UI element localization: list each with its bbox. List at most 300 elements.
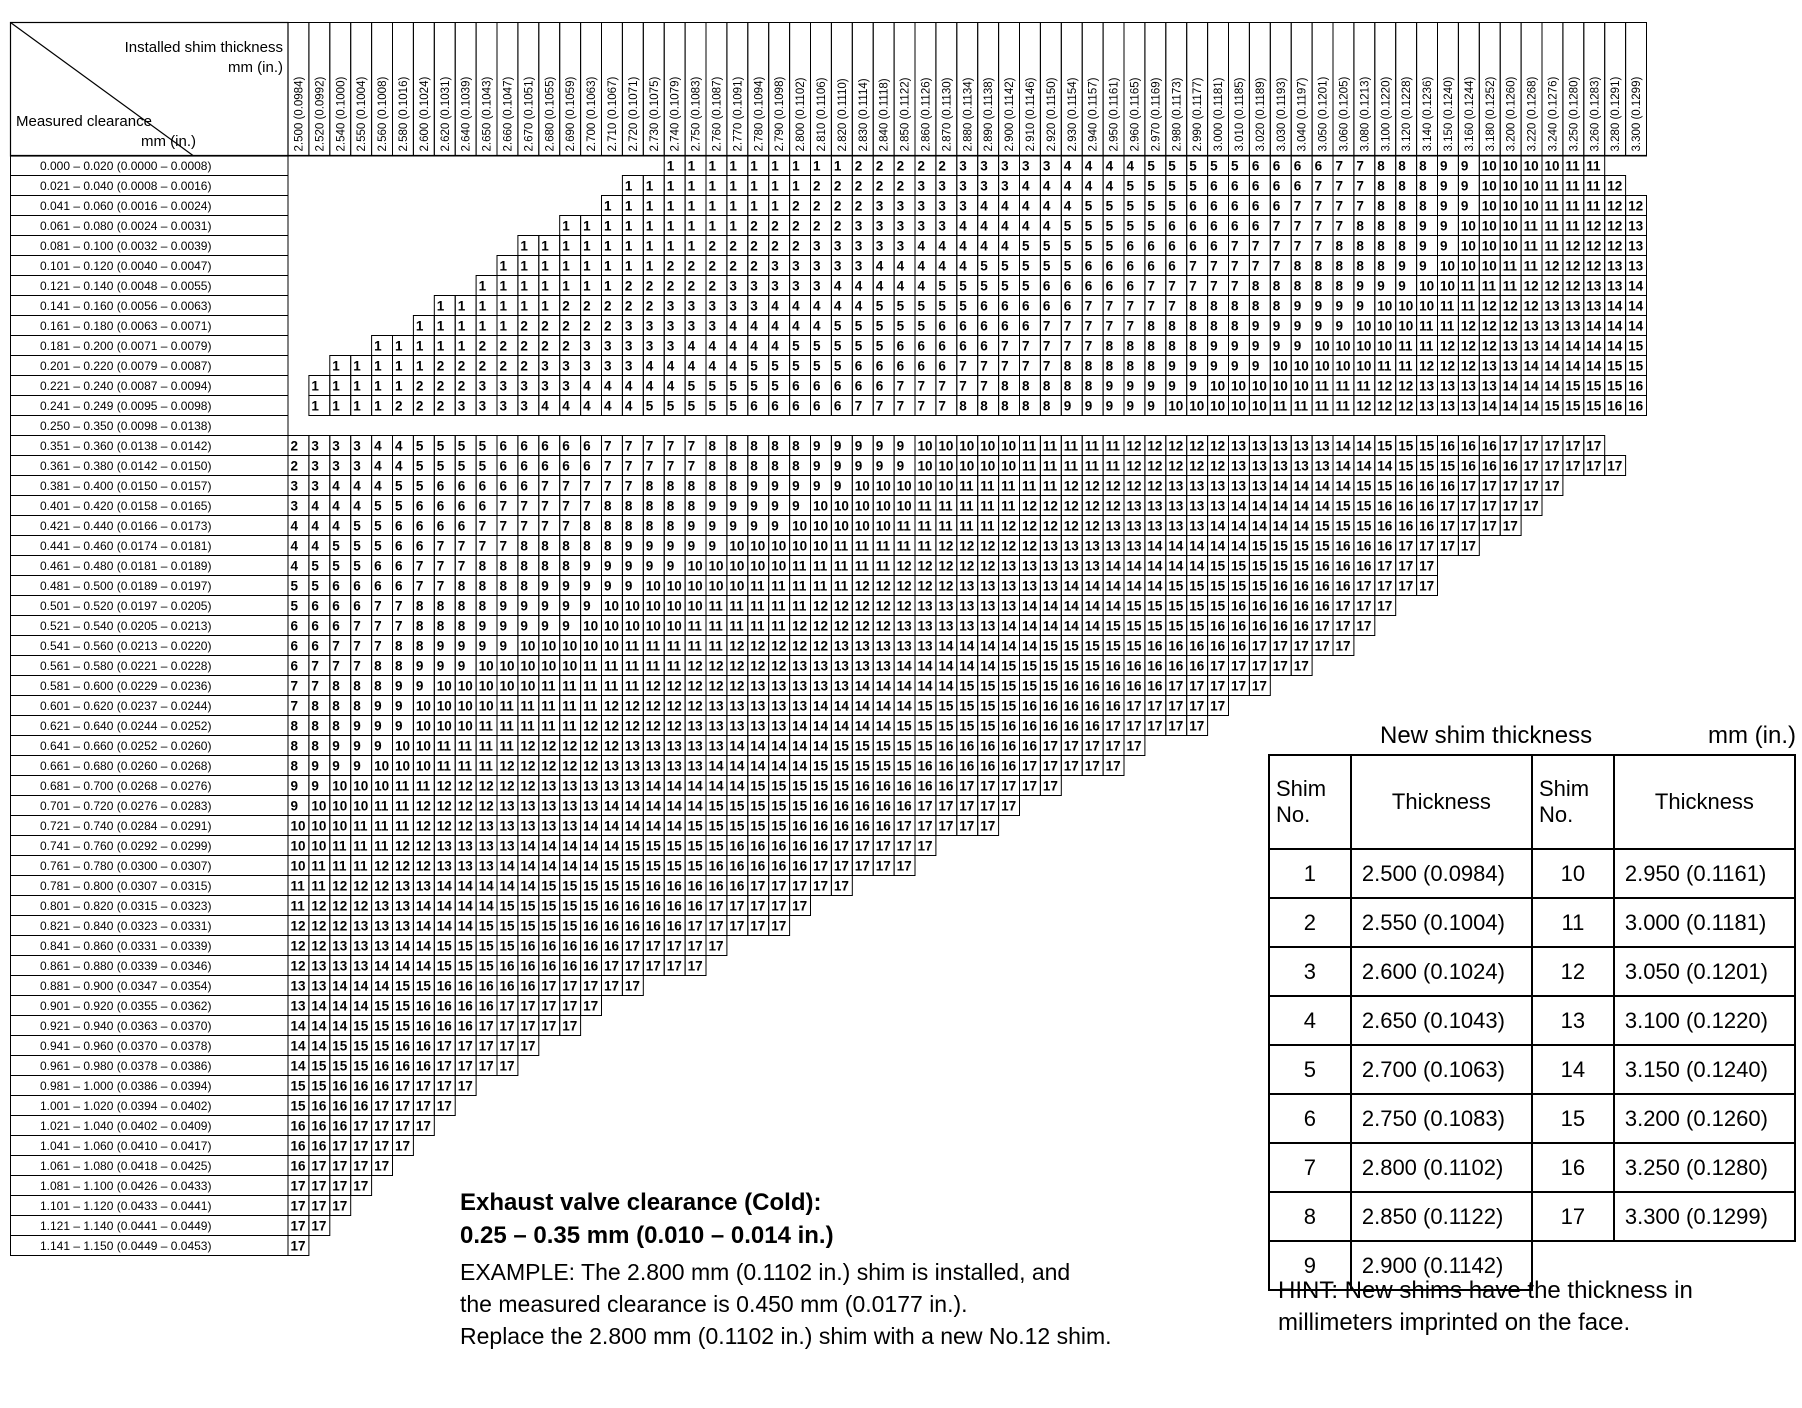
shim-number: 12 (687, 678, 703, 694)
shim-number: 17 (959, 798, 975, 814)
shim-number: 11 (624, 678, 640, 694)
shim-number: 13 (833, 638, 849, 654)
shim-number: 17 (1607, 458, 1623, 474)
shim-number: 6 (395, 538, 403, 554)
shim-number: 15 (1272, 538, 1288, 554)
shim-number: 1 (583, 258, 591, 274)
shim-number: 17 (457, 1058, 473, 1074)
shim-number: 17 (353, 1118, 369, 1134)
shim-number: 9 (750, 498, 758, 514)
shim-number: 15 (353, 1038, 369, 1054)
shim-number: 17 (1126, 698, 1142, 714)
shim-number: 3 (917, 218, 926, 234)
shim-number: 14 (1147, 578, 1163, 594)
shim-number: 15 (1042, 638, 1058, 654)
shim-number: 9 (896, 458, 905, 474)
shim-number: 7 (604, 458, 612, 474)
shim-number: 8 (290, 718, 299, 734)
shim-number: 10 (1335, 358, 1351, 374)
shim-number: 12 (1210, 458, 1226, 474)
shim-number: 10 (708, 558, 724, 574)
shim-number: 14 (332, 978, 348, 994)
shim-number: 6 (541, 458, 549, 474)
shim-number: 16 (1063, 718, 1079, 734)
shim-number: 16 (395, 1038, 411, 1054)
shim-number: 11 (1084, 458, 1099, 474)
row-label: 0.000 – 0.020 (0.0000 – 0.0008) (40, 159, 212, 173)
shim-number: 3 (813, 258, 821, 274)
shim-number: 9 (1147, 378, 1155, 394)
shim-number: 8 (395, 658, 403, 674)
shim-number: 16 (1042, 718, 1058, 734)
shim-number: 7 (687, 438, 696, 454)
shim-number: 2 (520, 318, 528, 334)
shim-number: 11 (1356, 378, 1371, 394)
shim-number: 1 (499, 258, 508, 274)
shim-number: 17 (854, 838, 870, 854)
shim-number: 5 (1042, 258, 1051, 274)
shim-number: 3 (771, 278, 779, 294)
shim-number: 9 (729, 518, 737, 534)
shim-number: 17 (1042, 738, 1058, 754)
shim-number: 9 (771, 518, 779, 534)
shim-number: 4 (708, 338, 717, 354)
shim-number: 16 (854, 778, 870, 794)
shim-number: 6 (1272, 178, 1281, 194)
shim-number: 16 (1398, 478, 1414, 494)
shim-number: 15 (353, 1058, 369, 1074)
shim-number: 13 (792, 658, 808, 674)
shim-number: 12 (415, 838, 431, 854)
shim-number: 16 (792, 818, 808, 834)
shim-number: 13 (562, 798, 578, 814)
shim-number: 17 (624, 958, 640, 974)
shim-number: 12 (896, 558, 912, 574)
shim-number: 12 (1440, 358, 1456, 374)
shim-number: 5 (1168, 158, 1176, 174)
shim-number: 15 (457, 958, 473, 974)
shim-number: 17 (583, 978, 599, 994)
shim-number: 5 (1063, 258, 1072, 274)
shim-number: 2 (436, 398, 445, 414)
shim-no-header: Shim No. (1269, 755, 1351, 849)
shim-number: 2 (792, 218, 800, 234)
shim-number: 2 (541, 338, 549, 354)
shim-number: 9 (771, 478, 779, 494)
shim-number: 12 (1481, 338, 1497, 354)
shim-number: 12 (311, 918, 327, 934)
shim-number: 16 (1293, 578, 1309, 594)
shim-number: 11 (980, 518, 995, 534)
shim-number: 15 (1356, 478, 1372, 494)
shim-number: 10 (750, 558, 766, 574)
shim-number: 14 (1272, 478, 1288, 494)
shim-number: 12 (541, 738, 557, 754)
shim-number: 10 (687, 558, 703, 574)
shim-number: 10 (875, 498, 891, 514)
shim-number: 14 (1335, 478, 1351, 494)
shim-number: 11 (1042, 478, 1058, 494)
measured-clearance-label: Measured clearance (16, 113, 152, 130)
shim-number: 15 (541, 918, 557, 934)
shim-number: 6 (938, 358, 946, 374)
shim-number: 10 (478, 678, 494, 694)
shim-number: 17 (1523, 478, 1539, 494)
shim-number: 4 (666, 358, 675, 374)
shim-number: 4 (1022, 218, 1030, 234)
shim-number: 13 (750, 698, 766, 714)
shim-number: 10 (854, 498, 870, 514)
shim-number: 13 (1084, 538, 1100, 554)
shim-number: 10 (875, 518, 891, 534)
shim-number: 9 (1210, 338, 1218, 354)
shim-number: 13 (666, 758, 682, 774)
shim-number: 6 (1251, 218, 1260, 234)
shim-number: 16 (1084, 678, 1100, 694)
shim-number: 16 (332, 1118, 348, 1134)
shim-number: 13 (374, 898, 390, 914)
shim-number: 4 (980, 198, 988, 214)
shim-number: 13 (708, 698, 724, 714)
shim-number: 17 (833, 858, 849, 874)
shim-number: 2 (771, 238, 779, 254)
shim-number: 2 (457, 358, 466, 374)
shim-number: 8 (687, 498, 696, 514)
shim-number: 17 (1544, 458, 1560, 474)
shim-number: 9 (1335, 298, 1344, 314)
shim-number: 6 (938, 318, 946, 334)
row-label: 0.921 – 0.940 (0.0363 – 0.0370) (40, 1019, 212, 1033)
shim-number: 12 (959, 538, 975, 554)
shim-number: 6 (1105, 278, 1114, 294)
shim-number: 12 (1440, 338, 1456, 354)
shim-number: 1 (666, 238, 675, 254)
shim-number: 3 (938, 198, 946, 214)
shim-number: 13 (1314, 458, 1330, 474)
thickness-header-2: Thickness (1614, 755, 1795, 849)
shim-number: 9 (708, 498, 717, 514)
shim-number: 6 (290, 638, 299, 654)
shim-number: 9 (562, 598, 570, 614)
shim-number: 3 (813, 238, 821, 254)
column-header-label: 2.970 (0.1169) (1150, 77, 1163, 152)
shim-number: 2 (583, 318, 591, 334)
shim-number: 10 (1481, 238, 1497, 254)
shim-number: 9 (541, 598, 549, 614)
shim-number: 15 (1356, 518, 1372, 534)
shim-number: 17 (1460, 538, 1476, 554)
shim-number: 16 (1105, 678, 1121, 694)
shim-number: 2 (436, 378, 445, 394)
shim-number: 13 (917, 618, 933, 634)
shim-number: 9 (687, 538, 696, 554)
shim-number: 13 (1210, 478, 1226, 494)
shim-number: 14 (938, 658, 954, 674)
shim-number: 16 (1398, 518, 1414, 534)
shim-number: 9 (1210, 358, 1218, 374)
shim-number: 15 (290, 1078, 306, 1094)
shim-number: 5 (854, 338, 863, 354)
shim-number: 16 (1607, 398, 1623, 414)
shim-number: 10 (457, 718, 473, 734)
shim-number: 5 (896, 318, 905, 334)
shim-number: 5 (1084, 238, 1093, 254)
shim-number: 4 (332, 478, 340, 494)
shim-number: 15 (729, 818, 745, 834)
column-header-label: 2.980 (0.1173) (1171, 77, 1184, 152)
shim-number: 12 (457, 818, 473, 834)
shim-number: 10 (1481, 198, 1497, 214)
shim-number: 7 (583, 498, 591, 514)
shim-number: 4 (729, 358, 737, 374)
shim-number: 7 (1001, 358, 1009, 374)
shim-number: 15 (457, 938, 473, 954)
shim-number: 12 (1168, 438, 1184, 454)
shim-number: 17 (1251, 638, 1267, 654)
shim-number: 8 (1314, 258, 1323, 274)
shim-number: 6 (1251, 158, 1260, 174)
shim-number: 9 (1335, 318, 1344, 334)
shim-number: 12 (478, 798, 494, 814)
shim-number: 5 (1022, 238, 1030, 254)
shim-number: 11 (332, 858, 347, 874)
shim-number: 3 (729, 278, 737, 294)
shim-number: 16 (938, 738, 954, 754)
column-header-label: 2.740 (0.1079) (669, 76, 682, 152)
shim-number: 8 (1398, 158, 1406, 174)
shim-number: 12 (645, 718, 661, 734)
shim-number: 16 (1419, 498, 1435, 514)
shim-number: 3 (520, 378, 528, 394)
shim-number: 17 (1314, 638, 1330, 654)
shim-number: 3 (750, 278, 758, 294)
shim-number: 15 (666, 858, 682, 874)
shim-number: 15 (1314, 518, 1330, 534)
shim-number: 3 (687, 298, 696, 314)
shim-number: 15 (520, 898, 536, 914)
shim-number: 12 (1460, 358, 1476, 374)
shim-number: 4 (813, 298, 821, 314)
shim-number: 16 (771, 838, 787, 854)
shim-number: 5 (980, 258, 988, 274)
shim-number: 10 (813, 498, 829, 514)
shim-number: 11 (917, 498, 932, 514)
shim-number: 12 (1377, 378, 1393, 394)
shim-number: 7 (1335, 198, 1344, 214)
shim-number: 3 (624, 338, 633, 354)
shim-number: 13 (395, 918, 411, 934)
shim-number: 11 (1460, 278, 1476, 294)
shim-number: 8 (1293, 258, 1302, 274)
shim-number: 12 (1063, 518, 1079, 534)
shim-number: 11 (896, 538, 911, 554)
shim-number: 1 (771, 198, 779, 214)
shim-number: 14 (666, 778, 682, 794)
shim-number: 11 (729, 618, 744, 634)
shim-number: 16 (1460, 458, 1476, 474)
shim-number: 5 (1168, 198, 1176, 214)
shim-number: 5 (1084, 218, 1093, 234)
shim-number: 6 (436, 478, 445, 494)
shim-number: 4 (833, 278, 842, 294)
shim-number: 9 (1460, 198, 1469, 214)
shim-number: 17 (1001, 798, 1017, 814)
shim-number: 8 (666, 478, 675, 494)
shim-number: 9 (436, 638, 445, 654)
shim-number: 10 (1356, 338, 1372, 354)
shim-number: 14 (1356, 458, 1372, 474)
shim-number: 12 (1502, 318, 1518, 334)
shim-number: 17 (1419, 538, 1435, 554)
shim-number: 8 (604, 518, 612, 534)
shim-number: 10 (1502, 158, 1518, 174)
shim-number: 6 (332, 618, 340, 634)
shim-number: 10 (353, 798, 369, 814)
shim-number: 8 (729, 458, 737, 474)
shim-number: 13 (1481, 378, 1497, 394)
shim-row (1269, 1045, 1795, 1094)
example-text (460, 1256, 1220, 1352)
shim-number: 7 (1251, 258, 1260, 274)
shim-number: 6 (750, 398, 758, 414)
shim-number: 17 (687, 918, 703, 934)
shim-number: 3 (290, 478, 299, 494)
shim-number: 1 (499, 278, 508, 294)
shim-number: 2 (645, 278, 654, 294)
shim-number: 5 (311, 578, 319, 594)
shim-number: 1 (415, 318, 424, 334)
shim-number: 17 (1168, 678, 1184, 694)
shim-number: 9 (374, 698, 382, 714)
shim-number: 8 (1084, 378, 1093, 394)
shim-number: 4 (917, 278, 926, 294)
shim-number: 6 (353, 578, 361, 594)
shim-number: 13 (645, 758, 661, 774)
shim-number: 13 (562, 818, 578, 834)
shim-number: 15 (645, 838, 661, 854)
shim-number: 6 (792, 378, 800, 394)
shim-number: 13 (729, 698, 745, 714)
shim-number: 16 (750, 838, 766, 854)
shim-number: 11 (708, 598, 723, 614)
shim-number: 8 (771, 458, 779, 474)
shim-number: 13 (792, 678, 808, 694)
shim-number: 13 (1293, 438, 1309, 454)
shim-number: 13 (478, 858, 494, 874)
shim-number: 9 (750, 518, 758, 534)
column-header-label: 2.660 (0.1047) (502, 76, 515, 152)
shim-number: 15 (1168, 578, 1184, 594)
shim-number: 14 (1105, 558, 1121, 574)
shim-number: 14 (1022, 638, 1038, 654)
shim-number: 15 (1419, 438, 1435, 454)
shim-number: 3 (478, 378, 487, 394)
shim-number: 11 (1001, 478, 1016, 494)
shim-number: 16 (290, 1158, 306, 1174)
shim-no: 2 (1269, 898, 1351, 947)
shim-number: 3 (541, 358, 549, 374)
shim-number: 11 (1063, 458, 1079, 474)
shim-number: 16 (374, 1058, 390, 1074)
shim-number: 13 (311, 958, 327, 974)
shim-number: 8 (374, 658, 382, 674)
shim-number: 13 (1565, 298, 1581, 314)
shim-number: 15 (1293, 558, 1309, 574)
row-label: 0.181 – 0.200 (0.0071 – 0.0079) (40, 339, 212, 353)
shim-number: 10 (1356, 358, 1372, 374)
shim-number: 15 (1586, 398, 1602, 414)
shim-number: 10 (415, 738, 431, 754)
shim-number: 11 (750, 598, 765, 614)
shim-number: 5 (917, 298, 926, 314)
shim-number: 6 (415, 518, 424, 534)
shim-number: 10 (792, 538, 808, 554)
shim-number: 11 (1293, 398, 1308, 414)
row-label: 1.061 – 1.080 (0.0418 – 0.0425) (40, 1159, 212, 1173)
shim-number: 15 (374, 1038, 390, 1054)
shim-number: 10 (1001, 438, 1017, 454)
shim-number: 6 (1022, 318, 1030, 334)
row-label: 0.941 – 0.960 (0.0370 – 0.0378) (40, 1039, 212, 1053)
shim-number: 15 (1272, 558, 1288, 574)
shim-number: 6 (1126, 278, 1135, 294)
shim-number: 10 (1460, 238, 1476, 254)
shim-number: 2 (708, 278, 717, 294)
shim-number: 7 (1272, 218, 1281, 234)
shim-number: 2 (896, 158, 905, 174)
shim-number: 9 (1440, 198, 1448, 214)
shim-number: 1 (520, 278, 528, 294)
shim-number: 10 (750, 538, 766, 554)
shim-number: 11 (478, 718, 493, 734)
shim-number: 8 (562, 538, 570, 554)
new-shim-panel (1268, 718, 1796, 1291)
shim-number: 14 (1293, 478, 1309, 494)
shim-number: 1 (708, 178, 717, 194)
shim-number: 14 (290, 1038, 306, 1054)
shim-number: 1 (541, 278, 549, 294)
shim-row (1269, 849, 1795, 898)
column-header-label: 2.680 (0.1055) (544, 76, 557, 152)
shim-number: 7 (1042, 358, 1051, 374)
shim-number: 6 (771, 398, 779, 414)
shim-number: 1 (478, 318, 487, 334)
shim-number: 15 (604, 858, 620, 874)
shim-number: 6 (1210, 178, 1218, 194)
shim-number: 10 (541, 658, 557, 674)
shim-number: 6 (332, 578, 340, 594)
shim-number: 14 (1147, 558, 1163, 574)
shim-number: 7 (1022, 358, 1030, 374)
shim-number: 15 (980, 678, 996, 694)
shim-number: 13 (374, 918, 390, 934)
shim-number: 12 (1022, 518, 1038, 534)
shim-number: 11 (1063, 438, 1079, 454)
shim-number: 14 (1022, 618, 1038, 634)
shim-number: 6 (1147, 258, 1155, 274)
shim-number: 10 (520, 678, 536, 694)
shim-number: 12 (374, 878, 390, 894)
shim-number: 3 (708, 298, 717, 314)
shim-no: 9 (1269, 1241, 1351, 1290)
shim-thickness: 3.150 (0.1240) (1614, 1045, 1795, 1094)
shim-number: 16 (875, 818, 891, 834)
shim-number: 5 (875, 298, 884, 314)
shim-number: 12 (666, 678, 682, 694)
shim-number: 6 (436, 518, 445, 534)
shim-number: 3 (980, 178, 988, 194)
shim-number: 1 (687, 178, 696, 194)
